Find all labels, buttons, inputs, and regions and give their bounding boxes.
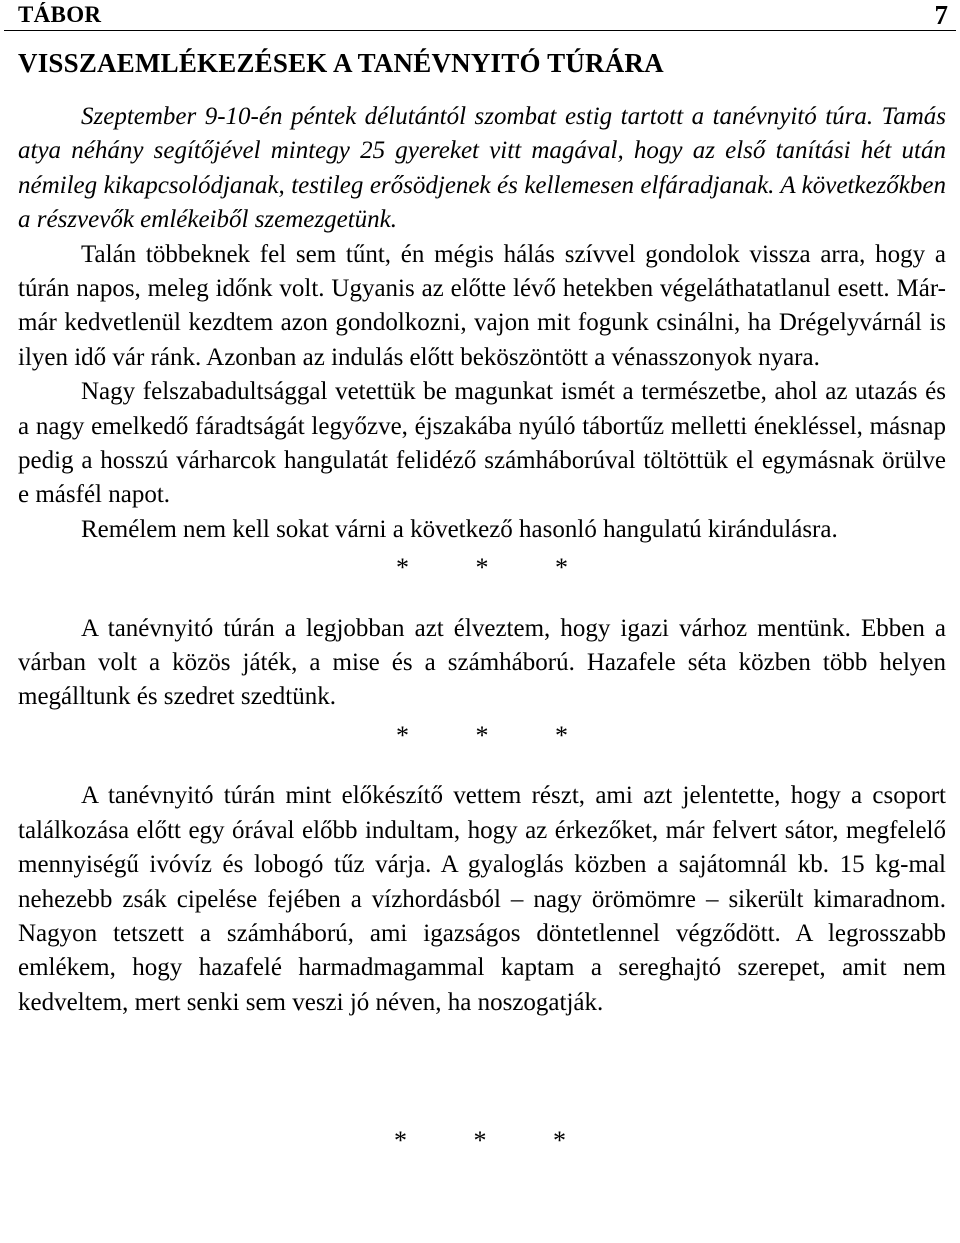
page-header [4,0,956,31]
section-separator: * * * [396,553,568,583]
article-body [18,100,946,1020]
body-paragraph: Remélem nem kell sokat várni a következő hasonló hangulatú kirándulásra. [81,515,838,543]
section-separator: * * * [396,720,568,750]
page-number: 7 [934,0,948,30]
body-paragraph: A tanévnyitó túrán a legjobban azt élveztem, hogy igazi várhoz mentünk. Ebben a várban volt a közös játék, a mise és a számháború. Hazafele séta közben több helyen megálltunk és szedret szedtünk. [18,614,946,711]
section-separator: * * * [394,1126,566,1155]
body-paragraph: Nagy felszabadultsággal vetettük be magunkat ismét a természetbe, ahol az utazás és a nagy emelkedő fáradtságát legyőzve, éjszakába nyúló tábortűz melletti énekléssel, másnap pedig a hosszú várharcok hangulatát felidéző számháborúval töltöttük el egymásnak örülve e másfél napot. [18,378,946,509]
section-name: TÁBOR [18,2,102,27]
body-paragraph: Talán többeknek fel sem tűnt, én mégis hálás szívvel gondolok vissza arra, hogy a túrán napos, meleg időnk volt. Ugyanis az előtte lévő hetekben végeláthatatlanul esett. Már-már kedvetlenül kezdtem azon gondolkozni, vajon mit fogunk csinálni, ha Drégelyvárnál is ilyen idő vár ránk. Azonban az indulás előtt beköszöntött a vénasszonyok nyara. [18,240,946,371]
intro-paragraph: Szeptember 9-10-én péntek délutántól szombat estig tartott a tanévnyitó túra. Tamás atya néhány segítőjével mintegy 25 gyereket vitt magával, hogy az első tanítási hét után némileg kikapcsolódjanak, testileg erősödjenek és kellemesen elfáradjanak. A következőkben a részvevők emlékeiből szemezgetünk. [18,103,946,234]
body-paragraph: A tanévnyitó túrán mint előkészítő vettem részt, ami azt jelentette, hogy a csoport találkozása előtt egy órával előbb indultam, hogy az érkezőket, már felvert sátor, megfelelő mennyiségű ivóvíz és lobogó tűz várja. A gyaloglás közben a sajátomnál kb. 15 kg-mal nehezebb zsák cipelése fejében a vízhordásból – nagy örömömre – sikerült kimaradnom. Nagyon tetszett a számháború, ami igazságos döntetlennel végződött. A legrosszabb emlékem, hogy hazafelé harmadmagammal kaptam a sereghajtó szerepet, amit nem kedveltem, mert senki sem veszi jó néven, ha noszogatják. [18,782,946,1016]
article-title: VISSZAEMLÉKEZÉSEK A TANÉVNYITÓ TÚRÁRA [18,48,664,78]
